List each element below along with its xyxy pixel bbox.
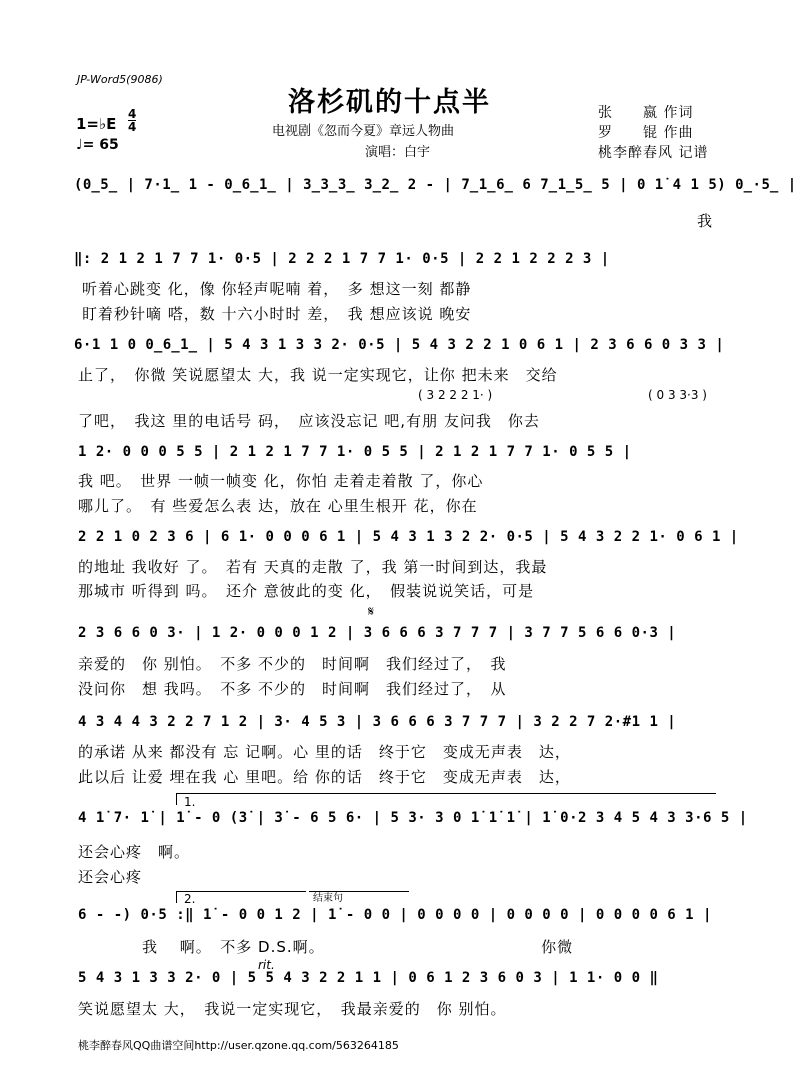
lyric-row-1-line-1: 我 [697, 212, 714, 230]
lyric-row-2-line-1: 听着心跳变 化，像 你轻声呢喃 着， 多 想这一刻 都静 [82, 280, 472, 298]
lyric-row-6-line-2: 没问你 想 我吗。 不多 不少的 时间啊 我们经过了， 从 [78, 680, 507, 698]
lyric-row-4-line-1: 我 吧。 世界 一帧一帧变 化，你怕 走着走着散 了，你心 [78, 472, 484, 490]
lyric-row-7-line-1: 的承诺 从来 都没有 忘 记啊。心 里的话 终于它 变成无声表 达， [78, 743, 571, 761]
inline-notes-b: ( 0 3 3·3 ) [648, 388, 707, 402]
score-row-6: 2 3 6 6 0 3· | 1 2· 0 0 0 1 2 | 3 6 6 6 3 7 7 7 | 3 7 7 5 6 6 0·3 | [78, 625, 677, 641]
score-row-7: 4 3 4 4 3 2 2 7 1 2 | 3· 4 5 3 | 3 6 6 6 3 7 7 7 | 3 2 2 7 2·#1 1 | [78, 714, 677, 730]
lyric-row-5-line-1: 的地址 我收好 了。 若有 天真的走散 了，我 第一时间到达，我最 [78, 558, 548, 576]
time-signature-top: 4 [128, 107, 137, 121]
tempo: ♩= 65 [76, 137, 119, 153]
score-row-10: 5 4 3 1 3 3 2· 0 | 5 5 4 3 2 2 1 1 | 0 6 1 2 3 6 0 3 | 1 1· 0 0 ‖ [78, 970, 659, 986]
lyric-row-3-line-1: 止了， 你微 笑说愿望太 大，我 说一定实现它，让你 把未来 交给 [78, 366, 558, 384]
score-row-1: (0̲5̲ | 7·1̲ 1 - 0̲6̲1̲ | 3̲3̲3̲ 3̲2̲ 2 - | 7̲1̲6̲ 6 7̲1̲5̲ 5 | 0 1̇ 4 1 5) 0̲·5̲ | [74, 177, 797, 193]
volta-2-bracket-side [176, 891, 177, 903]
lyric-row-8-line-1: 还会心疼 啊。 [78, 843, 191, 861]
lyric-row-6-line-1: 亲爱的 你 别怕。 不多 不少的 时间啊 我们经过了， 我 [78, 655, 507, 673]
coda-label: 结束句 [313, 893, 343, 904]
time-signature [128, 108, 136, 133]
lyric-row-8-line-2: 还会心疼 [78, 868, 143, 886]
volta-2-label: 2. [184, 892, 196, 906]
ritardando-mark: rit. [258, 958, 275, 972]
lyric-row-4-line-2: 哪儿了。 有 些爱怎么表 达，放在 心里生根开 花，你在 [78, 497, 478, 515]
lyric-row-2-line-2: 盯着秒针嘀 嗒，数 十六小时时 差， 我 想应该说 晚安 [82, 305, 472, 323]
transcriber-credit: 桃李醉春风 记谱 [598, 145, 709, 161]
lyric-row-3-line-2: 了吧， 我这 里的电话号 码， 应该没忘记 吧,有朋 友问我 你去 [78, 412, 540, 430]
score-row-5: 2 2 1 0 2 3 6 | 6 1· 0 0 0 6 1 | 5 4 3 1 3 2 2· 0·5 | 5 4 3 2 2 1· 0 6 1 | [78, 529, 739, 545]
score-row-4: 1 2· 0 0 0 5 5 | 2 1 2 1 7 7 1· 0 5 5 | 2 1 2 1 7 7 1· 0 5 5 | [78, 444, 632, 460]
segno-mark: 𝄋 [368, 604, 375, 620]
lyric-row-7-line-2: 此以后 让爱 埋在我 心 里吧。给 你的话 终于它 变成无声表 达， [78, 768, 571, 786]
lyric-row-10-line-1: 笑说愿望太 大， 我说一定实现它， 我最亲爱的 你 别怕。 [78, 1000, 507, 1018]
lyric-row-9-line-1: 我 啊。 不多 D.S.啊。 你微 [142, 938, 574, 956]
singer: 演唱：白宇 [365, 145, 431, 160]
volta-1-label: 1. [184, 795, 196, 809]
footer-source: 桃李醉春风QQ曲谱空间http://user.qzone.qq.com/563264185 [78, 1039, 399, 1052]
lyricist-credit: 张 嬴 作词 [598, 105, 694, 121]
subtitle: 电视剧《忽而今夏》章远人物曲 [272, 124, 455, 139]
composer-credit: 罗 锟 作曲 [598, 125, 694, 141]
score-row-3: 6·1 1 0 0̲6̲1̲ | 5 4 3 1 3 3 2· 0·5 | 5 4 3 2 2 1 0 6 1 | 2 3 6 6 0 3 3 | [74, 337, 725, 353]
inline-notes-a: ( 3 2 2 2 1· ) [418, 388, 493, 402]
score-row-2: ‖: 2 1 2 1 7 7 1· 0·5 | 2 2 2 1 7 7 1· 0·5 | 2 2 1 2 2 2 3 | [74, 251, 610, 267]
lyric-row-5-line-2: 那城市 听得到 吗。 还介 意彼此的变 化， 假装说说笑话，可是 [78, 582, 535, 600]
time-signature-bottom: 4 [128, 120, 137, 134]
score-row-8: 4 1̇ 7· 1̇ | 1̇ - 0 (3̇ | 3̇ - 6 5 6· | 5 3· 3 0 1̇ 1̇ 1̇ | 1̇ 0·2 3 4 5 4 3 3·6 5 | [78, 810, 748, 826]
volta-1-bracket-side [176, 793, 177, 805]
song-title: 洛杉矶的十点半 [288, 87, 491, 118]
volta-2-bracket [176, 891, 306, 892]
time-signature-value [128, 108, 136, 133]
score-row-9: 6 - -) 0·5 :‖ 1̇ - 0 0 1 2 | 1̇ - 0 0 | 0 0 0 0 | 0 0 0 0 | 0 0 0 0 6 1 | [78, 907, 712, 923]
edition-label: JP-Word5(9086) [77, 73, 163, 86]
key-signature: 1=♭E [76, 115, 117, 133]
volta-1-bracket [176, 793, 716, 794]
